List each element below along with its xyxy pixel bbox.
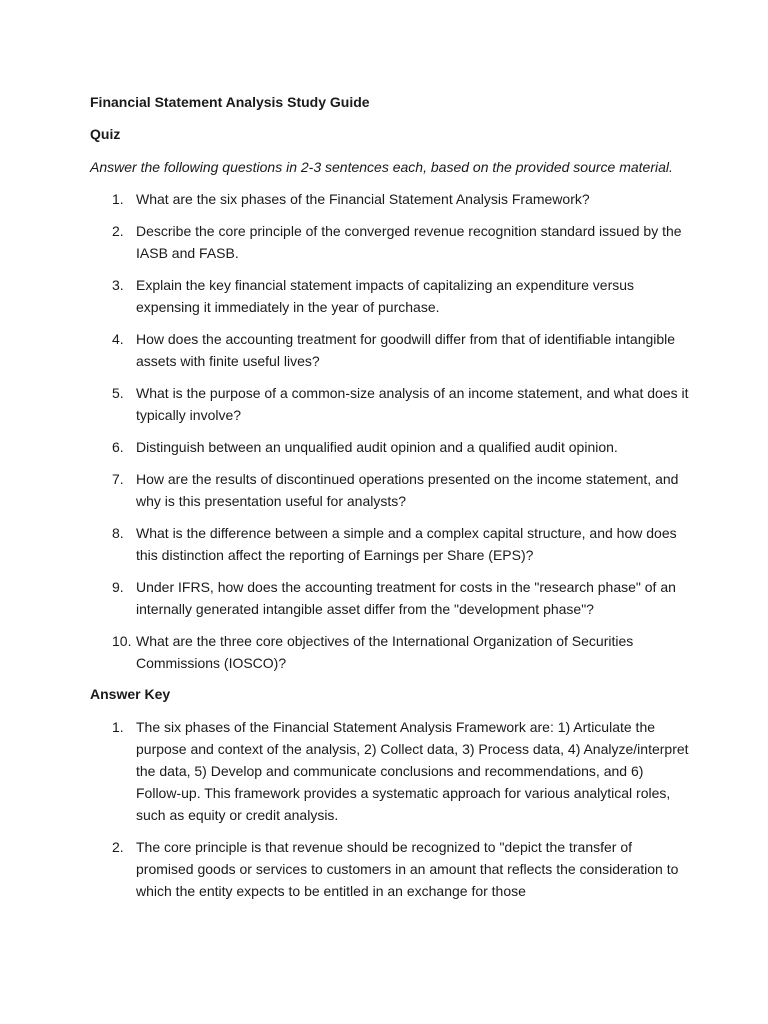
list-item [90,468,690,512]
list-item [90,436,690,458]
question-text: Explain the key financial statement impacts of capitalizing an expenditure versus expensing it immediately in the year of purchase. [136,277,635,315]
question-number: 2. [112,223,124,239]
question-number: 6. [112,439,124,455]
list-item [90,220,690,264]
answer-number: 2. [112,839,124,855]
list-item [90,630,690,674]
quiz-instructions: Answer the following questions in 2-3 sentences each, based on the provided source material. [90,159,673,175]
document-page [90,92,690,912]
list-item [90,274,690,318]
question-number: 3. [112,277,124,293]
answer-text: The six phases of the Financial Statement Analysis Framework are: 1) Articulate the purpose and context of the analysis, 2) Collect data, 3) Process data, 4) Analyze/interpret the data, 5) Develop and communicate conclusions and recommendations, and 6) Follow-up. This framework provides a systematic approach for various analytical roles, such as equity or credit analysis. [136,719,689,823]
list-item [90,836,690,902]
document-title: Financial Statement Analysis Study Guide [90,94,370,110]
question-number: 4. [112,331,124,347]
question-text: How are the results of discontinued operations presented on the income statement, and why is this presentation useful for analysts? [136,471,679,509]
question-number: 7. [112,471,124,487]
list-item [90,328,690,372]
list-item [90,382,690,426]
question-number: 5. [112,385,124,401]
question-text: Distinguish between an unqualified audit opinion and a qualified audit opinion. [136,439,618,455]
question-text: What is the difference between a simple and a complex capital structure, and how does this distinction affect the reporting of Earnings per Share (EPS)? [136,525,677,563]
question-number: 1. [112,191,124,207]
question-text: What are the six phases of the Financial Statement Analysis Framework? [136,191,590,207]
answer-list [90,716,690,902]
question-number: 9. [112,579,124,595]
question-text: Under IFRS, how does the accounting treatment for costs in the "research phase" of an internally generated intangible asset differ from the "development phase"? [136,579,676,617]
list-item [90,522,690,566]
question-list [90,188,690,674]
question-text: What are the three core objectives of the International Organization of Securities Commissions (IOSCO)? [136,633,634,671]
quiz-heading: Quiz [90,126,121,142]
question-text: Describe the core principle of the converged revenue recognition standard issued by the IASB and FASB. [136,223,682,261]
answer-text: The core principle is that revenue should be recognized to "depict the transfer of promised goods or services to customers in an amount that reflects the consideration to which the entity expects to be entitled in an exchange for those [136,839,679,899]
list-item [90,716,690,826]
question-number: 10. [112,633,132,649]
answer-key-heading: Answer Key [90,686,171,702]
list-item [90,188,690,210]
list-item [90,576,690,620]
question-number: 8. [112,525,124,541]
answer-number: 1. [112,719,124,735]
question-text: What is the purpose of a common-size analysis of an income statement, and what does it typically involve? [136,385,689,423]
question-text: How does the accounting treatment for goodwill differ from that of identifiable intangible assets with finite useful lives? [136,331,676,369]
